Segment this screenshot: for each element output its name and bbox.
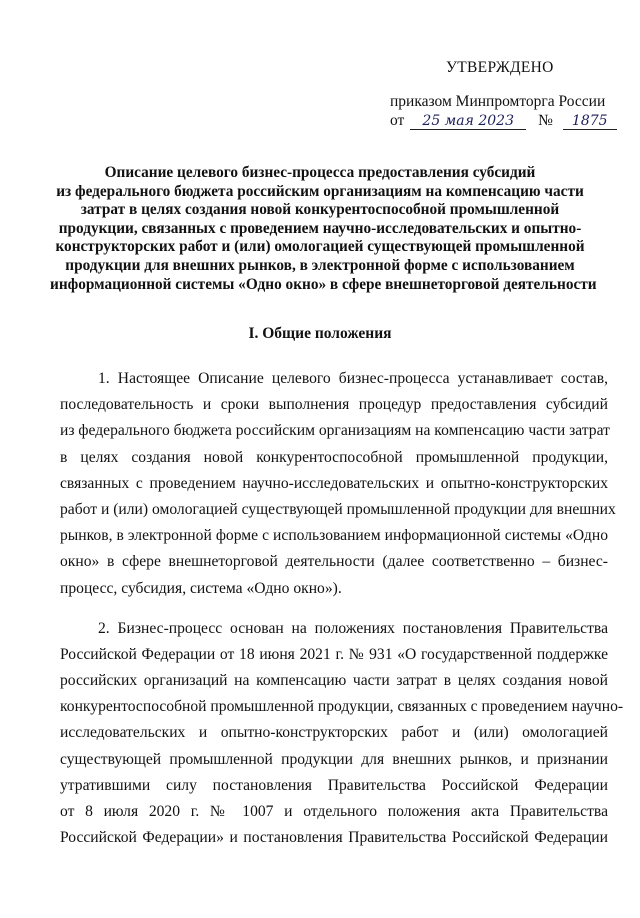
paragraph-line: из федерального бюджета российским организациям на компенсацию части затрат bbox=[60, 422, 610, 440]
title-line: из федерального бюджета российским организациям на компенсацию части bbox=[56, 182, 584, 200]
paragraph-line: в целях создания новой конкурентоспособной промышленной продукции, bbox=[60, 448, 608, 466]
paragraph-line: существующей промышленной продукции для внешних рынков, и признании bbox=[60, 750, 608, 768]
paragraph-line: Российской Федерации от 18 июня 2021 г. № 931 «О государственной поддержке bbox=[60, 645, 608, 663]
paragraph-line: утратившими силу постановления Правительства Российской Федерации bbox=[60, 776, 608, 794]
paragraph-line: исследовательских и опытно-конструкторских работ и (или) омологацией bbox=[60, 724, 608, 742]
paragraph-line: процесс, субсидия, система «Одно окно»). bbox=[60, 579, 342, 597]
title-line: Описание целевого бизнес-процесса предоставления субсидий bbox=[104, 164, 536, 181]
document-title bbox=[50, 164, 597, 294]
paragraph-line: 2. Бизнес-процесс основан на положениях постановления Правительства bbox=[98, 619, 608, 637]
paragraph-1 bbox=[60, 366, 616, 602]
paragraph-line: связанных с проведением научно-исследовательских и опытно-конструкторских bbox=[60, 474, 608, 492]
approved-heading: УТВЕРЖДЕНО bbox=[446, 59, 554, 76]
paragraph-line: Российской Федерации» и постановления Правительства Российской Федерации bbox=[60, 829, 608, 847]
title-line: конструкторских работ и (или) омологацией существующей промышленной bbox=[55, 238, 585, 256]
paragraph-line: рынков, в электронной форме с использованием информационной системы «Одно bbox=[60, 527, 608, 545]
handwritten-order-number: 1875 bbox=[563, 113, 617, 130]
from-label: от bbox=[390, 112, 405, 129]
handwritten-date: 25 мая 2023 bbox=[410, 113, 526, 130]
paragraph-line: 1. Настоящее Описание целевого бизнес-процесса устанавливает состав, bbox=[98, 370, 608, 387]
paragraph-2 bbox=[60, 616, 624, 852]
order-reference-line bbox=[390, 111, 617, 130]
title-line: продукции, связанных с проведением научно-исследовательских и опытно- bbox=[58, 219, 582, 237]
paragraph-line: российских организаций на компенсацию части затрат в целях создания новой bbox=[60, 672, 608, 690]
paragraph-line: конкурентоспособной промышленной продукции, связанных с проведением научно- bbox=[60, 698, 624, 716]
document-body bbox=[60, 366, 624, 851]
number-label: № bbox=[538, 112, 553, 129]
approval-order-caption: приказом Минпромторга России bbox=[390, 93, 606, 110]
title-line: информационной системы «Одно окно» в сфере внешнеторговой деятельности bbox=[50, 275, 597, 293]
paragraph-line: работ и (или) омологацией существующей промышленной продукции для внешних bbox=[60, 500, 616, 518]
paragraph-line: от 8 июля 2020 г. № 1007 и отдельного положения акта Правительства bbox=[60, 803, 608, 820]
paragraph-line: последовательность и сроки выполнения процедур предоставления субсидий bbox=[60, 396, 608, 414]
section-heading: I. Общие положения bbox=[248, 325, 392, 342]
title-line: затрат в целях создания новой конкурентоспособной промышленной bbox=[80, 201, 560, 219]
paragraph-line: окно» в сфере внешнеторговой деятельности (далее соответственно – бизнес- bbox=[60, 553, 608, 571]
title-line: продукции для внешних рынков, в электронной форме с использованием bbox=[65, 256, 575, 274]
